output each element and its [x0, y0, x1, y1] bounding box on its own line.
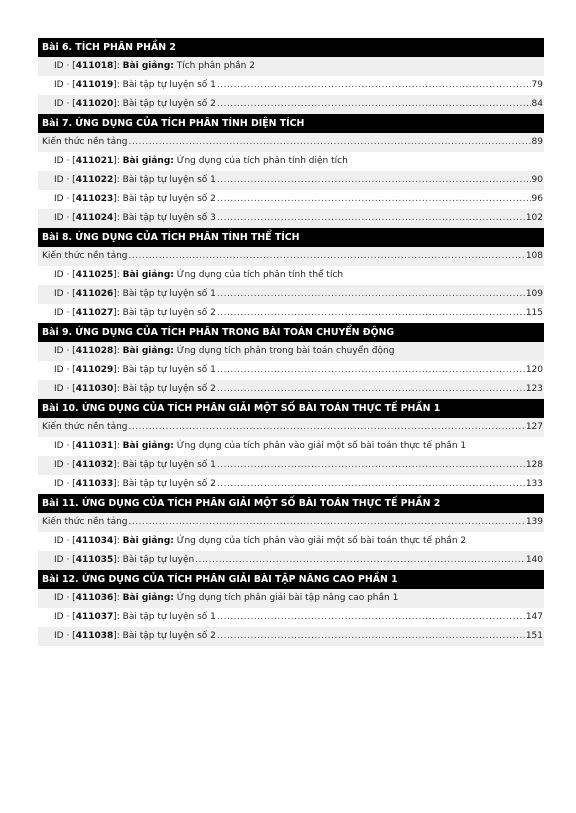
- entry-text: Bài tập tự luyện số 2: [122, 479, 216, 489]
- toc-entry-foundation[interactable]: [38, 513, 544, 532]
- entry-label: [54, 380, 216, 399]
- toc-entry-exercise[interactable]: [38, 190, 544, 209]
- toc-entry-exercise[interactable]: [38, 285, 544, 304]
- page-number: 128: [525, 460, 543, 470]
- toc-entry-exercise[interactable]: [38, 551, 544, 570]
- entry-id-prefix: ID · [: [54, 346, 76, 356]
- entry-label: [54, 361, 216, 380]
- section-header: Bài 6. TÍCH PHÂN PHẦN 2: [38, 38, 544, 57]
- dot-leader: [217, 190, 531, 209]
- entry-text: Bài tập tự luyện số 2: [122, 99, 216, 109]
- toc-entry-lecture[interactable]: [38, 266, 544, 285]
- entry-id: 411029: [75, 365, 114, 375]
- table-of-contents: [38, 38, 544, 646]
- entry-id-prefix: ID · [: [54, 536, 76, 546]
- entry-text: Bài tập tự luyện số 2: [122, 384, 216, 394]
- toc-entry-exercise[interactable]: [38, 209, 544, 228]
- entry-id-prefix: ID · [: [54, 479, 76, 489]
- dot-leader: [129, 247, 525, 266]
- entry-id-suffix: ]:: [113, 80, 123, 90]
- dot-leader: [217, 171, 531, 190]
- entry-id-prefix: ID · [: [54, 384, 76, 394]
- toc-entry-lecture[interactable]: [38, 532, 544, 551]
- entry-text: Bài tập tự luyện số 2: [122, 194, 216, 204]
- toc-entry-exercise[interactable]: [38, 475, 544, 494]
- entry-id-prefix: ID · [: [54, 80, 76, 90]
- entry-id: 411028: [75, 346, 114, 356]
- entry-label: [54, 589, 398, 608]
- dot-leader: [217, 627, 525, 646]
- dot-leader: [129, 513, 525, 532]
- page-number: 127: [525, 422, 543, 432]
- entry-id: 411019: [75, 80, 114, 90]
- entry-id: 411034: [75, 536, 114, 546]
- page-number: 123: [525, 384, 543, 394]
- entry-id-suffix: ]:: [113, 194, 123, 204]
- entry-text: Bài tập tự luyện số 2: [122, 631, 216, 641]
- toc-entry-lecture[interactable]: [38, 152, 544, 171]
- entry-label: [54, 209, 216, 228]
- entry-label: [54, 342, 394, 361]
- entry-id: 411027: [75, 308, 114, 318]
- entry-lecture-label: Bài giảng:: [122, 536, 174, 546]
- entry-label: [54, 266, 343, 285]
- entry-label: [54, 475, 216, 494]
- dot-leader: [217, 608, 525, 627]
- page-number: 133: [525, 479, 543, 489]
- entry-id: 411018: [75, 61, 114, 71]
- entry-lecture-label: Bài giảng:: [122, 156, 174, 166]
- entry-id-suffix: ]:: [113, 479, 123, 489]
- page-number: 115: [525, 308, 543, 318]
- dot-leader: [195, 551, 525, 570]
- dot-leader: [217, 361, 525, 380]
- page-number: 89: [531, 137, 543, 147]
- entry-id-prefix: ID · [: [54, 194, 76, 204]
- page-number: 84: [531, 99, 543, 109]
- entry-text: Bài tập tự luyện số 1: [122, 460, 216, 470]
- entry-label: [54, 171, 216, 190]
- page-number: 102: [525, 213, 543, 223]
- dot-leader: [217, 95, 531, 114]
- entry-lecture-label: Bài giảng:: [122, 441, 174, 451]
- entry-id-suffix: ]:: [113, 289, 123, 299]
- entry-id-prefix: ID · [: [54, 308, 76, 318]
- entry-id-prefix: ID · [: [54, 631, 76, 641]
- entry-text: Bài tập tự luyện số 1: [122, 289, 216, 299]
- entry-label: [42, 513, 128, 532]
- page-number: 151: [525, 631, 543, 641]
- entry-text: Bài tập tự luyện số 3: [122, 213, 216, 223]
- entry-id-suffix: ]:: [113, 270, 123, 280]
- entry-id: 411036: [75, 593, 114, 603]
- entry-label: [54, 627, 216, 646]
- entry-id-suffix: ]:: [113, 175, 123, 185]
- entry-label: [54, 551, 194, 570]
- entry-id-prefix: ID · [: [54, 289, 76, 299]
- entry-id-prefix: ID · [: [54, 270, 76, 280]
- dot-leader: [217, 285, 525, 304]
- entry-id: 411020: [75, 99, 114, 109]
- entry-id: 411031: [75, 441, 114, 451]
- page-number: 120: [525, 365, 543, 375]
- entry-id-suffix: ]:: [113, 365, 123, 375]
- section-header: Bài 11. ỨNG DỤNG CỦA TÍCH PHÂN GIẢI MỘT SỐ BÀI TOÁN THỰC TẾ PHẦN 2: [38, 494, 544, 513]
- entry-id-suffix: ]:: [113, 346, 123, 356]
- entry-id: 411033: [75, 479, 114, 489]
- dot-leader: [217, 456, 525, 475]
- toc-entry-lecture[interactable]: [38, 57, 544, 76]
- entry-id-prefix: ID · [: [54, 213, 76, 223]
- entry-text: Ứng dụng của tích phân vào giải một số bài toán thực tế phần 2: [173, 536, 467, 546]
- entry-label: [54, 76, 216, 95]
- entry-label: [42, 247, 128, 266]
- entry-id-suffix: ]:: [113, 213, 123, 223]
- dot-leader: [129, 418, 525, 437]
- entry-id-suffix: ]:: [113, 61, 123, 71]
- entry-label: [54, 57, 255, 76]
- toc-entry-exercise[interactable]: [38, 76, 544, 95]
- entry-id-prefix: ID · [: [54, 555, 76, 565]
- entry-label: [54, 437, 466, 456]
- toc-entry-exercise[interactable]: [38, 627, 544, 646]
- section-header: Bài 9. ỨNG DỤNG CỦA TÍCH PHÂN TRONG BÀI TOÁN CHUYỂN ĐỘNG: [38, 323, 544, 342]
- toc-entry-lecture[interactable]: [38, 589, 544, 608]
- entry-id-prefix: ID · [: [54, 156, 76, 166]
- toc-entry-exercise[interactable]: [38, 608, 544, 627]
- entry-text: Kiến thức nền tảng: [42, 137, 128, 147]
- entry-label: [54, 95, 216, 114]
- toc-entry-exercise[interactable]: [38, 171, 544, 190]
- entry-id-suffix: ]:: [113, 593, 123, 603]
- entry-id-prefix: ID · [: [54, 612, 76, 622]
- entry-text: Ứng dụng của tích phân vào giải một số bài toán thực tế phần 1: [173, 441, 467, 451]
- toc-entry-lecture[interactable]: [38, 342, 544, 361]
- entry-id: 411024: [75, 213, 114, 223]
- dot-leader: [217, 76, 531, 95]
- entry-text: Kiến thức nền tảng: [42, 251, 128, 261]
- entry-text: Kiến thức nền tảng: [42, 422, 128, 432]
- toc-entry-exercise[interactable]: [38, 456, 544, 475]
- page-number: 140: [525, 555, 543, 565]
- entry-id-prefix: ID · [: [54, 99, 76, 109]
- dot-leader: [217, 475, 525, 494]
- entry-id-prefix: ID · [: [54, 441, 76, 451]
- toc-entry-exercise[interactable]: [38, 95, 544, 114]
- entry-text: Ứng dụng tích phân giải bài tập nâng cao phần 1: [173, 593, 399, 603]
- entry-label: [42, 418, 128, 437]
- entry-id: 411035: [75, 555, 114, 565]
- entry-text: Bài tập tự luyện số 1: [122, 175, 216, 185]
- toc-entry-exercise[interactable]: [38, 304, 544, 323]
- entry-text: Bài tập tự luyện số 1: [122, 365, 216, 375]
- entry-id: 411025: [75, 270, 114, 280]
- entry-lecture-label: Bài giảng:: [122, 593, 174, 603]
- entry-id-suffix: ]:: [113, 441, 123, 451]
- entry-id: 411037: [75, 612, 114, 622]
- entry-id-suffix: ]:: [113, 156, 123, 166]
- entry-id-suffix: ]:: [113, 460, 123, 470]
- section-header: Bài 7. ỨNG DỤNG CỦA TÍCH PHÂN TÍNH DIỆN TÍCH: [38, 114, 544, 133]
- entry-id-prefix: ID · [: [54, 593, 76, 603]
- entry-label: [54, 304, 216, 323]
- page-number: 139: [525, 517, 543, 527]
- entry-id-prefix: ID · [: [54, 175, 76, 185]
- section-header: Bài 10. ỨNG DỤNG CỦA TÍCH PHÂN GIẢI MỘT SỐ BÀI TOÁN THỰC TẾ PHẦN 1: [38, 399, 544, 418]
- dot-leader: [217, 380, 525, 399]
- toc-entry-foundation[interactable]: [38, 247, 544, 266]
- entry-label: [54, 152, 348, 171]
- entry-id-suffix: ]:: [113, 384, 123, 394]
- entry-lecture-label: Bài giảng:: [122, 61, 174, 71]
- entry-id: 411021: [75, 156, 114, 166]
- entry-id: 411038: [75, 631, 114, 641]
- page-number: 147: [525, 612, 543, 622]
- entry-label: [54, 532, 466, 551]
- entry-id-suffix: ]:: [113, 631, 123, 641]
- entry-id: 411030: [75, 384, 114, 394]
- entry-id: 411022: [75, 175, 114, 185]
- entry-text: Kiến thức nền tảng: [42, 517, 128, 527]
- dot-leader: [129, 133, 531, 152]
- dot-leader: [217, 304, 525, 323]
- entry-lecture-label: Bài giảng:: [122, 270, 174, 280]
- entry-label: [54, 608, 216, 627]
- entry-label: [54, 285, 216, 304]
- entry-id-prefix: ID · [: [54, 460, 76, 470]
- page-number: 109: [525, 289, 543, 299]
- page-number: 79: [531, 80, 543, 90]
- toc-entry-exercise[interactable]: [38, 380, 544, 399]
- entry-id: 411026: [75, 289, 114, 299]
- toc-entry-lecture[interactable]: [38, 437, 544, 456]
- entry-label: [54, 456, 216, 475]
- entry-id-suffix: ]:: [113, 99, 123, 109]
- entry-label: [42, 133, 128, 152]
- entry-text: Ứng dụng tích phân trong bài toán chuyển động: [173, 346, 395, 356]
- toc-entry-exercise[interactable]: [38, 361, 544, 380]
- entry-id: 411023: [75, 194, 114, 204]
- entry-text: Ứng dụng của tích phân tính diện tích: [173, 156, 348, 166]
- entry-id-suffix: ]:: [113, 555, 123, 565]
- entry-id-prefix: ID · [: [54, 61, 76, 71]
- entry-id-suffix: ]:: [113, 612, 123, 622]
- entry-text: Bài tập tự luyện: [122, 555, 195, 565]
- entry-lecture-label: Bài giảng:: [122, 346, 174, 356]
- entry-text: Tích phân phần 2: [173, 61, 255, 71]
- toc-entry-foundation[interactable]: [38, 133, 544, 152]
- section-header: Bài 12. ỨNG DỤNG CỦA TÍCH PHÂN GIẢI BÀI TẬP NÂNG CAO PHẦN 1: [38, 570, 544, 589]
- entry-id-suffix: ]:: [113, 536, 123, 546]
- entry-id-suffix: ]:: [113, 308, 123, 318]
- entry-id-prefix: ID · [: [54, 365, 76, 375]
- page-number: 90: [531, 175, 543, 185]
- entry-text: Bài tập tự luyện số 1: [122, 80, 216, 90]
- page-number: 108: [525, 251, 543, 261]
- entry-label: [54, 190, 216, 209]
- dot-leader: [217, 209, 525, 228]
- entry-text: Bài tập tự luyện số 1: [122, 612, 216, 622]
- page-number: 96: [531, 194, 543, 204]
- entry-text: Bài tập tự luyện số 2: [122, 308, 216, 318]
- section-header: Bài 8. ỨNG DỤNG CỦA TÍCH PHÂN TÍNH THỂ TÍCH: [38, 228, 544, 247]
- entry-id: 411032: [75, 460, 114, 470]
- entry-text: Ứng dụng của tích phân tính thể tích: [173, 270, 344, 280]
- toc-entry-foundation[interactable]: [38, 418, 544, 437]
